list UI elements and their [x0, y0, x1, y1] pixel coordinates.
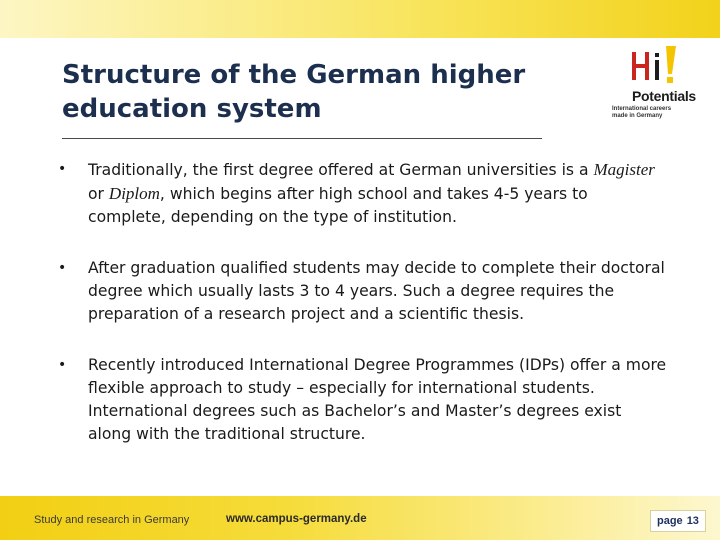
bullet-text: After graduation qualified students may decide to complete their doctoral degree which usually lasts 3 to 4 years. Such a degree requires the preparation of a research project and a scientific thesis.: [88, 259, 665, 323]
bullet-text: , which begins after high school and takes 4-5 years to complete, depending on the type of institution.: [88, 185, 588, 226]
bullet-list: [58, 158, 668, 474]
logo-tagline-line2: made in Germany: [612, 113, 663, 119]
top-yellow-band: [0, 0, 720, 38]
bullet-item: [58, 158, 668, 229]
page-number: 13: [686, 515, 699, 527]
footer-url-link[interactable]: www.campus-germany.de: [226, 513, 367, 525]
bullet-italic-diplom: Diplom: [108, 184, 160, 203]
slide-title: [62, 58, 582, 126]
bullet-dot-icon: •: [58, 161, 67, 177]
logo-tagline-line1: International careers: [612, 106, 672, 112]
bullet-text: or: [88, 185, 109, 203]
title-divider: [62, 138, 542, 139]
logo-tagline: [612, 106, 672, 120]
bullet-item: [58, 257, 668, 326]
hi-logo-mark-icon: [612, 44, 708, 90]
bullet-dot-icon: •: [58, 357, 67, 373]
footer-caption: Study and research in Germany: [34, 514, 190, 526]
logo-name: Potentials: [632, 88, 696, 104]
slide-title-line2: education system: [62, 94, 322, 124]
bullet-text: Traditionally, the first degree offered at German universities is a: [88, 161, 594, 179]
bullet-italic-magister: Magister: [593, 160, 655, 179]
bullet-item: [58, 354, 668, 446]
page-number-badge: [650, 510, 706, 532]
bullet-dot-icon: •: [58, 260, 67, 276]
hi-potentials-logo: [612, 44, 708, 124]
page-label: page: [657, 515, 683, 527]
bullet-text: Recently introduced International Degree Programmes (IDPs) offer a more flexible approach to study – especially for international students. International degrees such as Bachelor’s and Master’s degrees exist along with the traditional structure.: [88, 356, 667, 443]
slide-title-line1: Structure of the German higher: [62, 60, 526, 90]
